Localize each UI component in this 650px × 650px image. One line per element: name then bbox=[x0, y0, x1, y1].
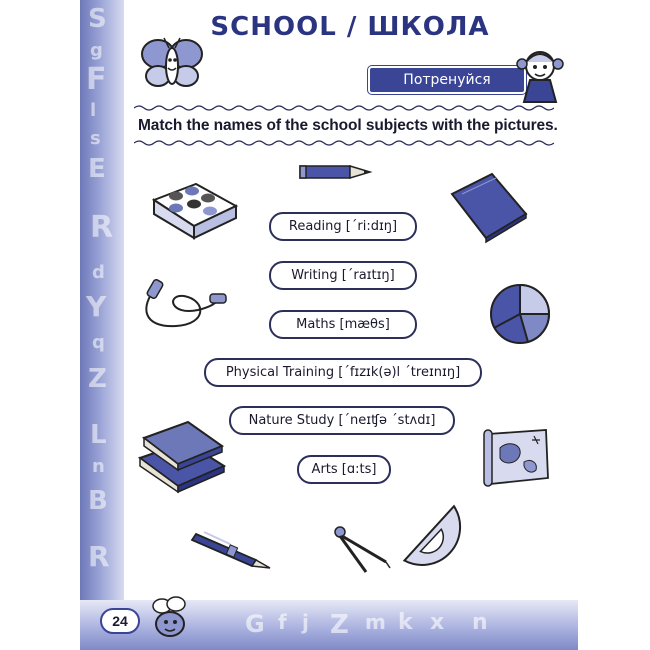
left-decorative-strip: S g F l s E R d Y q Z L n B R bbox=[80, 0, 124, 650]
instruction-text: Match the names of the school subjects with the pictures. bbox=[138, 117, 558, 134]
pie-chart-icon bbox=[488, 282, 552, 346]
bottom-wavy-divider bbox=[134, 139, 554, 147]
map-scroll-icon bbox=[482, 426, 552, 488]
bottom-decorative-strip: G f j Z m k x n bbox=[80, 600, 578, 650]
page-title: SCHOOL / ШКОЛА bbox=[210, 12, 490, 42]
practice-badge: Потренуйся bbox=[368, 66, 526, 94]
girl-character-icon bbox=[516, 46, 564, 104]
butterfly-icon bbox=[140, 36, 204, 92]
top-wavy-divider bbox=[134, 104, 554, 112]
subject-physical-training[interactable]: Physical Training [´fɪzɪk(ə)l ´treɪnɪŋ] bbox=[204, 358, 482, 387]
books-icon bbox=[136, 414, 228, 494]
pen-icon bbox=[190, 526, 274, 570]
subject-arts[interactable]: Arts [ɑ:ts] bbox=[297, 455, 391, 484]
subject-nature-study[interactable]: Nature Study [´neɪʧə ´stʌdɪ] bbox=[229, 406, 455, 435]
subject-reading[interactable]: Reading [´ri:dɪŋ] bbox=[269, 212, 417, 241]
pencil-icon bbox=[298, 162, 374, 182]
exercise-book-icon bbox=[448, 170, 530, 242]
bee-character-icon bbox=[146, 596, 194, 640]
paint-box-icon bbox=[146, 178, 242, 240]
jump-rope-icon bbox=[136, 276, 232, 334]
page-number: 24 bbox=[100, 608, 140, 634]
subject-maths[interactable]: Maths [mæθs] bbox=[269, 310, 417, 339]
subject-writing[interactable]: Writing [´raɪtɪŋ] bbox=[269, 261, 417, 290]
compass-icon bbox=[326, 522, 392, 576]
protractor-icon bbox=[406, 498, 472, 574]
